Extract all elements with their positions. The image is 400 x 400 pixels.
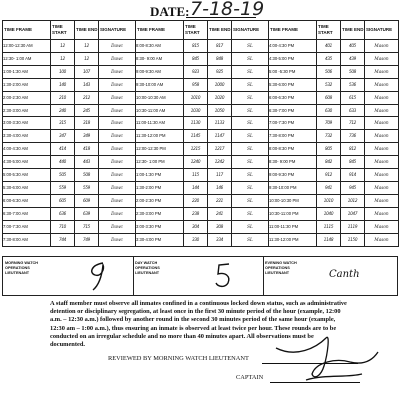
date-underline: [186, 17, 256, 18]
time-end-cell: 418: [75, 143, 99, 156]
signature-cell: Dawc: [99, 181, 136, 194]
time-start-cell: 240: [51, 104, 75, 117]
signature-cell: Dawc: [99, 40, 136, 53]
time-frame-cell: 5:30-6:00 AM: [3, 181, 51, 194]
time-start-cell: 140: [51, 78, 75, 91]
time-start-cell: 12: [51, 52, 75, 65]
signature-cell: Mason: [365, 181, 399, 194]
time-frame-cell: 3:30-4:00 PM: [136, 233, 184, 246]
table-row: [3, 156, 399, 169]
time-end-cell: 318: [75, 117, 99, 130]
time-end-cell: 615: [341, 91, 365, 104]
time-end-cell: 146: [208, 181, 232, 194]
time-start-cell: 912: [317, 169, 341, 182]
time-end-cell: 817: [208, 40, 232, 53]
time-frame-cell: 5:00-5:30 AM: [3, 169, 51, 182]
column-header: SIGNATURE: [232, 21, 269, 40]
time-end-cell: 925: [208, 65, 232, 78]
time-start-cell: 100: [51, 65, 75, 78]
signature-cell: Dawc: [99, 130, 136, 143]
table-row: [3, 40, 399, 53]
signature-cell: SL: [232, 143, 269, 156]
signature-cell: Mason: [365, 220, 399, 233]
time-frame-cell: 10:30-11:00 AM: [136, 104, 184, 117]
signature-cell: Dawc: [99, 194, 136, 207]
time-frame-cell: 12:30- 1:00 AM: [3, 52, 51, 65]
signature-cell: Mason: [365, 52, 399, 65]
time-frame-cell: 11:30-12:00 PM: [136, 130, 184, 143]
signature-cell: Mason: [365, 117, 399, 130]
time-end-cell: 1133: [208, 117, 232, 130]
time-frame-cell: 8:00-8:30 AM: [136, 40, 184, 53]
time-start-cell: 1040: [317, 207, 341, 220]
time-end-cell: 1150: [341, 233, 365, 246]
morning-watch-signature-mark: [83, 259, 113, 293]
day-watch-signature-mark: [211, 261, 241, 291]
signature-cell: Mason: [365, 143, 399, 156]
time-start-cell: 506: [317, 65, 341, 78]
time-start-cell: 958: [184, 78, 208, 91]
time-end-cell: 405: [341, 40, 365, 53]
time-frame-cell: 7:30-8:00 PM: [269, 130, 317, 143]
time-frame-cell: 8:30- 9:00 AM: [136, 52, 184, 65]
signature-cell: Mason: [365, 104, 399, 117]
table-row: [3, 52, 399, 65]
time-start-cell: 330: [184, 233, 208, 246]
signature-cell: Mason: [365, 65, 399, 78]
time-end-cell: 1147: [208, 130, 232, 143]
signature-cell: SL: [232, 52, 269, 65]
time-frame-cell: 9:30-10:00 PM: [269, 181, 317, 194]
column-header: TIME FRAME: [136, 21, 184, 40]
signature-cell: Dawc: [99, 117, 136, 130]
time-start-cell: 401: [317, 40, 341, 53]
time-start-cell: 435: [317, 52, 341, 65]
time-frame-cell: 2:00-2:30 PM: [136, 194, 184, 207]
time-frame-cell: 12:00-12:30 PM: [136, 143, 184, 156]
column-header: SIGNATURE: [99, 21, 136, 40]
time-frame-cell: 5:30-6:00 PM: [269, 78, 317, 91]
signature-cell: Dawc: [99, 65, 136, 78]
time-end-cell: 1242: [208, 156, 232, 169]
time-end-cell: 221: [208, 194, 232, 207]
time-frame-cell: 12:00-12:30 AM: [3, 40, 51, 53]
table-row: [3, 194, 399, 207]
time-frame-cell: 12:30- 1:00 PM: [136, 156, 184, 169]
signature-cell: SL: [232, 130, 269, 143]
time-frame-cell: 11:00-11:30 AM: [136, 117, 184, 130]
time-end-cell: 308: [208, 220, 232, 233]
time-end-cell: 736: [341, 130, 365, 143]
column-header: TIME START: [184, 21, 208, 40]
time-start-cell: 315: [51, 117, 75, 130]
signature-cell: Dawc: [99, 104, 136, 117]
time-frame-cell: 6:30-7:00 AM: [3, 207, 51, 220]
time-frame-cell: 10:00-10:30 AM: [136, 91, 184, 104]
time-end-cell: 559: [75, 181, 99, 194]
time-start-cell: 630: [317, 104, 341, 117]
signature-cell: Dawc: [99, 143, 136, 156]
column-header: TIME FRAME: [3, 21, 51, 40]
time-start-cell: 744: [51, 233, 75, 246]
time-end-cell: 241: [208, 207, 232, 220]
table-row: [3, 130, 399, 143]
signature-cell: SL: [232, 181, 269, 194]
evening-watch-cell: [263, 257, 397, 295]
captain-label: CAPTAIN: [236, 374, 264, 381]
column-header: TIME END: [75, 21, 99, 40]
signature-cell: Mason: [365, 194, 399, 207]
signature-cell: SL: [232, 78, 269, 91]
time-start-cell: 842: [317, 156, 341, 169]
time-start-cell: 210: [51, 91, 75, 104]
time-end-cell: 1000: [208, 78, 232, 91]
time-start-cell: 144: [184, 181, 208, 194]
time-frame-cell: 9:00-9:30 AM: [136, 65, 184, 78]
time-frame-cell: 7:00-7:30 AM: [3, 220, 51, 233]
column-header: TIME FRAME: [269, 21, 317, 40]
time-end-cell: 848: [208, 52, 232, 65]
time-end-cell: 639: [75, 207, 99, 220]
time-frame-cell: 3:30-4:00 AM: [3, 130, 51, 143]
time-frame-cell: 8:00-8:30 PM: [269, 143, 317, 156]
time-end-cell: 334: [208, 233, 232, 246]
time-start-cell: 732: [317, 130, 341, 143]
signature-cell: SL: [232, 91, 269, 104]
time-start-cell: 805: [317, 143, 341, 156]
column-header: SIGNATURE: [365, 21, 399, 40]
time-end-cell: 1217: [208, 143, 232, 156]
column-header: TIME START: [51, 21, 75, 40]
morning-watch-cell: [3, 257, 134, 295]
table-body: [3, 40, 399, 247]
column-header: TIME END: [341, 21, 365, 40]
time-frame-cell: 6:00-6:30 PM: [269, 91, 317, 104]
time-frame-cell: 11:00-11:30 PM: [269, 220, 317, 233]
signature-cell: Dawc: [99, 207, 136, 220]
signature-cell: SL: [232, 169, 269, 182]
table-row: [3, 220, 399, 233]
time-start-cell: 414: [51, 143, 75, 156]
signature-cell: SL: [232, 65, 269, 78]
time-end-cell: 349: [75, 130, 99, 143]
time-end-cell: 812: [341, 143, 365, 156]
time-start-cell: 115: [184, 169, 208, 182]
signature-cell: SL: [232, 117, 269, 130]
time-end-cell: 212: [75, 91, 99, 104]
time-end-cell: 143: [75, 78, 99, 91]
time-start-cell: 608: [317, 91, 341, 104]
time-start-cell: 845: [184, 52, 208, 65]
time-frame-cell: 4:30-5:00 PM: [269, 52, 317, 65]
table-row: [3, 169, 399, 182]
time-end-cell: 1050: [208, 104, 232, 117]
date-value: 7-18-19: [190, 0, 265, 20]
time-start-cell: 532: [317, 78, 341, 91]
time-start-cell: 1240: [184, 156, 208, 169]
time-end-cell: 12: [75, 40, 99, 53]
time-end-cell: 443: [75, 156, 99, 169]
time-start-cell: 505: [51, 169, 75, 182]
time-end-cell: 117: [208, 169, 232, 182]
signature-cell: SL: [232, 220, 269, 233]
time-frame-cell: 4:30-5:00 AM: [3, 156, 51, 169]
time-start-cell: 1148: [317, 233, 341, 246]
captain-signature-line: [270, 382, 360, 383]
time-start-cell: 559: [51, 181, 75, 194]
table-row: [3, 233, 399, 246]
table-row: [3, 91, 399, 104]
time-end-cell: 508: [341, 65, 365, 78]
signature-cell: Mason: [365, 40, 399, 53]
signature-cell: Mason: [365, 233, 399, 246]
day-watch-cell: [133, 257, 264, 295]
time-end-cell: 845: [341, 156, 365, 169]
time-frame-cell: 6:00-6:30 AM: [3, 194, 51, 207]
signature-cell: Mason: [365, 169, 399, 182]
time-end-cell: 1020: [208, 91, 232, 104]
time-frame-cell: 1:30-2:00 PM: [136, 181, 184, 194]
morning-watch-label: MORNING WATCH OPERATIONS LIEUTENANT: [5, 261, 39, 275]
column-header: TIME END: [208, 21, 232, 40]
time-end-cell: 749: [75, 233, 99, 246]
time-frame-cell: 2:30-3:00 PM: [136, 207, 184, 220]
table-row: [3, 143, 399, 156]
time-start-cell: 605: [51, 194, 75, 207]
table-row: [3, 207, 399, 220]
day-watch-label: DAY WATCH OPERATIONS LIEUTENANT: [135, 261, 160, 275]
time-frame-cell: 9:00-9:30 PM: [269, 169, 317, 182]
signature-cell: Dawc: [99, 91, 136, 104]
time-start-cell: 1215: [184, 143, 208, 156]
time-frame-cell: 6:30-7:00 PM: [269, 104, 317, 117]
signature-cell: SL: [232, 207, 269, 220]
time-start-cell: 440: [51, 156, 75, 169]
table-row: [3, 78, 399, 91]
signature-cell: SL: [232, 233, 269, 246]
time-end-cell: 245: [75, 104, 99, 117]
time-end-cell: 439: [341, 52, 365, 65]
time-start-cell: 12: [51, 40, 75, 53]
signature-cell: SL: [232, 104, 269, 117]
time-start-cell: 815: [184, 40, 208, 53]
time-start-cell: 941: [317, 181, 341, 194]
time-end-cell: 633: [341, 104, 365, 117]
time-start-cell: 710: [51, 220, 75, 233]
evening-watch-signature: Canth: [329, 269, 360, 280]
signature-cell: Mason: [365, 91, 399, 104]
time-end-cell: 609: [75, 194, 99, 207]
signature-cell: Mason: [365, 78, 399, 91]
time-frame-cell: 4:00-4:30 PM: [269, 40, 317, 53]
signature-cell: SL: [232, 40, 269, 53]
signature-cell: SL: [232, 156, 269, 169]
table-row: [3, 104, 399, 117]
time-frame-cell: 5:00 -5:30 PM: [269, 65, 317, 78]
time-start-cell: 220: [184, 194, 208, 207]
time-start-cell: 636: [51, 207, 75, 220]
watch-signature-row: [2, 256, 398, 296]
evening-watch-label: EVENING WATCH OPERATIONS LIEUTENANT: [265, 261, 297, 275]
time-frame-cell: 3:00-3:30 AM: [3, 117, 51, 130]
time-end-cell: 1047: [341, 207, 365, 220]
table-row: [3, 117, 399, 130]
time-start-cell: 347: [51, 130, 75, 143]
reviewer-signature-mark: [266, 318, 386, 388]
time-end-cell: 1119: [341, 220, 365, 233]
time-end-cell: 715: [75, 220, 99, 233]
signature-cell: Mason: [365, 207, 399, 220]
time-frame-cell: 4:00-4:30 AM: [3, 143, 51, 156]
time-end-cell: 536: [341, 78, 365, 91]
time-frame-cell: 1:00-1:30 PM: [136, 169, 184, 182]
time-frame-cell: 7:00-7:30 PM: [269, 117, 317, 130]
time-frame-cell: 8:30- 9:00 PM: [269, 156, 317, 169]
time-start-cell: 1030: [184, 104, 208, 117]
time-frame-cell: 3:00-3:30 PM: [136, 220, 184, 233]
time-start-cell: 238: [184, 207, 208, 220]
signature-cell: Mason: [365, 130, 399, 143]
table-row: [3, 181, 399, 194]
time-end-cell: 712: [341, 117, 365, 130]
signature-cell: SL: [232, 194, 269, 207]
signature-cell: Dawc: [99, 78, 136, 91]
time-frame-cell: 10:30-11:00 PM: [269, 207, 317, 220]
date-label: DATE:: [150, 4, 190, 19]
observation-rule-text: A staff member must observe all inmates confined in a continuous locked down status, such as administrative detention or disciplinary segregation, at least once in the first 30 minute period of the hour (example, 12:00 a.m. – 12:30 a.m.) followed by another round in the second 30 minutes period of the same hour (example, 12:30 am – 1:00 a.m.), thus ensuring an inmate is observed at least twice per hour. These rounds are to be conducted on an irregular schedule and no more than 40 minutes apart. All observations must be documented.: [50, 300, 347, 349]
signature-cell: Dawc: [99, 52, 136, 65]
time-frame-cell: 9:30-10:00 AM: [136, 78, 184, 91]
time-frame-cell: 1:00-1:30 AM: [3, 65, 51, 78]
time-start-cell: 1115: [317, 220, 341, 233]
time-frame-cell: 11:30-12:00 PM: [269, 233, 317, 246]
time-end-cell: 107: [75, 65, 99, 78]
time-start-cell: 709: [317, 117, 341, 130]
time-start-cell: 923: [184, 65, 208, 78]
time-frame-cell: 2:00-2:30 AM: [3, 91, 51, 104]
reviewed-by-label: REVIEWED BY MORNING WATCH LIEUTENANT: [108, 355, 249, 362]
time-start-cell: 1145: [184, 130, 208, 143]
time-frame-cell: 2:30-3:00 AM: [3, 104, 51, 117]
time-end-cell: 945: [341, 181, 365, 194]
signature-cell: Dawc: [99, 233, 136, 246]
rounds-log-table: [2, 20, 399, 247]
time-end-cell: 12: [75, 52, 99, 65]
table-row: [3, 65, 399, 78]
table-header-row: [3, 21, 399, 40]
time-end-cell: 914: [341, 169, 365, 182]
signature-cell: Mason: [365, 156, 399, 169]
time-frame-cell: 1:30-2:00 AM: [3, 78, 51, 91]
signature-cell: Dawc: [99, 156, 136, 169]
time-start-cell: 1130: [184, 117, 208, 130]
time-start-cell: 1010: [317, 194, 341, 207]
time-end-cell: 508: [75, 169, 99, 182]
time-frame-cell: 7:30-8:00 AM: [3, 233, 51, 246]
signature-cell: Dawc: [99, 220, 136, 233]
time-start-cell: 304: [184, 220, 208, 233]
time-frame-cell: 10:00-10:30 PM: [269, 194, 317, 207]
column-header: TIME START: [317, 21, 341, 40]
signature-cell: Dawc: [99, 169, 136, 182]
time-start-cell: 1010: [184, 91, 208, 104]
time-end-cell: 1012: [341, 194, 365, 207]
